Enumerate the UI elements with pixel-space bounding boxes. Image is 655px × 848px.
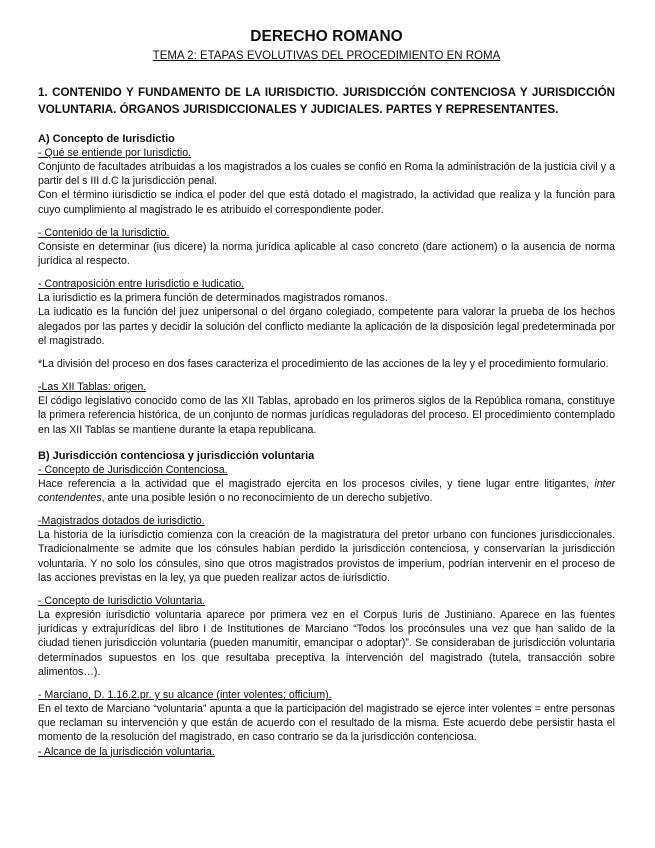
paragraph: Consiste en determinar (ius dicere) la norma jurídica aplicable al caso concreto (dare actionem) o la ausencia de norma jurídica al respecto.: [38, 240, 615, 268]
topic-heading: - Concepto de Jurisdicción Contenciosa.: [38, 463, 228, 476]
text-run: , ante una posible lesión o no reconocimiento de un derecho subjetivo.: [101, 492, 433, 505]
text-run: Hace referencia a la actividad que el magistrado ejercita en los procesos civiles, y tiene lugar entre litigantes,: [38, 477, 595, 490]
paragraph: [38, 477, 615, 505]
topic-heading: - Contenido de la Iurisdictio.: [38, 226, 170, 239]
paragraph: La iurisdictio es la primera función de determinados magistrados romanos.: [38, 292, 388, 305]
topic-heading: - Qué se entiende por Iurisdictio.: [38, 147, 192, 159]
topic-heading: -Magistrados dotados de iurisdictio.: [38, 515, 205, 528]
paragraph: La historia de la iurisdictio comienza con la creación de la magistratura del pretor urbano con funciones jurisdiccionales. Tradicionalmente se admite que los cónsules habían perdido la jurisdicción contenciosa, y conservarían la jurisdicción voluntaria. Y no solo los cónsules, sino que otros magistrados provistos de imperium, podrían intervenir en el proceso de las acciones previstas en la ley, ya que pueden realizar actos de iurisdictio.: [38, 529, 615, 584]
section-heading: 1. CONTENIDO Y FUNDAMENTO DE LA IURISDICTIO. JURISDICCIÓN CONTENCIOSA Y JURISDICCIÓN VOLUNTARIA. ÓRGANOS JURISDICCIONALES Y JUDICIALES. PARTES Y REPRESENTANTES.: [38, 86, 615, 116]
document-subtitle: TEMA 2: ETAPAS EVOLUTIVAS DEL PROCEDIMIENTO EN ROMA: [152, 50, 501, 62]
paragraph: Con el término iurisdictio se indica el poder del que está dotado el magistrado, la actividad que realiza y la función para cuyo cumplimiento al magistrado le es atribuido el correspondiente poder.: [38, 189, 615, 216]
document-title: DERECHO ROMANO: [250, 28, 403, 45]
paragraph: Conjunto de facultades atribuidas a los magistrados a los cuales se confió en Roma la administración de la justicia civil y a partir del s III d.C la jurisdicción penal.: [38, 161, 615, 188]
paragraph: La iudicatio es la función del juez unipersonal o del órgano colegiado, competente para valorar la prueba de los hechos alegados por las partes y decidir la solución del conflicto mediante la aplicación de la disposición legal predeterminada por el magistrado.: [38, 306, 615, 347]
topic-heading: -Las XII Tablas: origen.: [38, 381, 147, 394]
topic-heading: - Contraposición entre Iurisdictio e Iudicatio.: [38, 278, 245, 291]
paragraph: El código legislativo conocido como de las XII Tablas, aprobado en los primeros siglos de la República romana, constituye la primera referencia histórica, de un conjunto de normas jurídicas reguladoras del proceso. El procedimiento contemplado en las XII Tablas se mantiene durante la etapa republicana.: [38, 395, 615, 436]
note-paragraph: *La división del proceso en dos fases caracteriza el procedimiento de las acciones de la ley y el procedimiento formulario.: [38, 358, 609, 371]
subsection-b-heading: B) Jurisdicción contenciosa y jurisdicción voluntaria: [38, 449, 315, 462]
italic-term: inter contendentes: [38, 477, 615, 505]
subsection-a-heading: A) Concepto de Iurisdictio: [38, 133, 175, 145]
topic-heading: - Concepto de Iurisdictio Voluntaria.: [38, 595, 206, 608]
paragraph: La expresión iurisdictio voluntaria aparece por primera vez en el Corpus Iuris de Justiniano. Aparece en las fuentes jurídicas y extrajurídicas del libro I de Institutiones de Marciano “Todos los procónsules una vez que han salido de la ciudad tienen jurisdicción voluntaria (pueden manumitir, emancipar o adoptar)”. Se consideraban de jurisdicción voluntaria determinados supuestos en los que resultaba preceptiva la intervención del magistrado (tutela, transacción sobre alimentos…).: [38, 609, 615, 678]
topic-heading: - Marciano, D. 1.16.2.pr. y su alcance (inter volentes; officium).: [38, 689, 332, 702]
topic-heading: - Alcance de la jurisdicción voluntaria.: [38, 745, 215, 758]
paragraph: En el texto de Marciano “voluntaria” apunta a que la participación del magistrado se ejerce inter volentes = entre personas que reclaman su intervención y que están de acuerdo con el resultado de la misma. Este acuerdo debe persistir hasta el momento de la resolución del magistrado, en caso contrario se da la jurisdicción contenciosa.: [38, 703, 615, 744]
